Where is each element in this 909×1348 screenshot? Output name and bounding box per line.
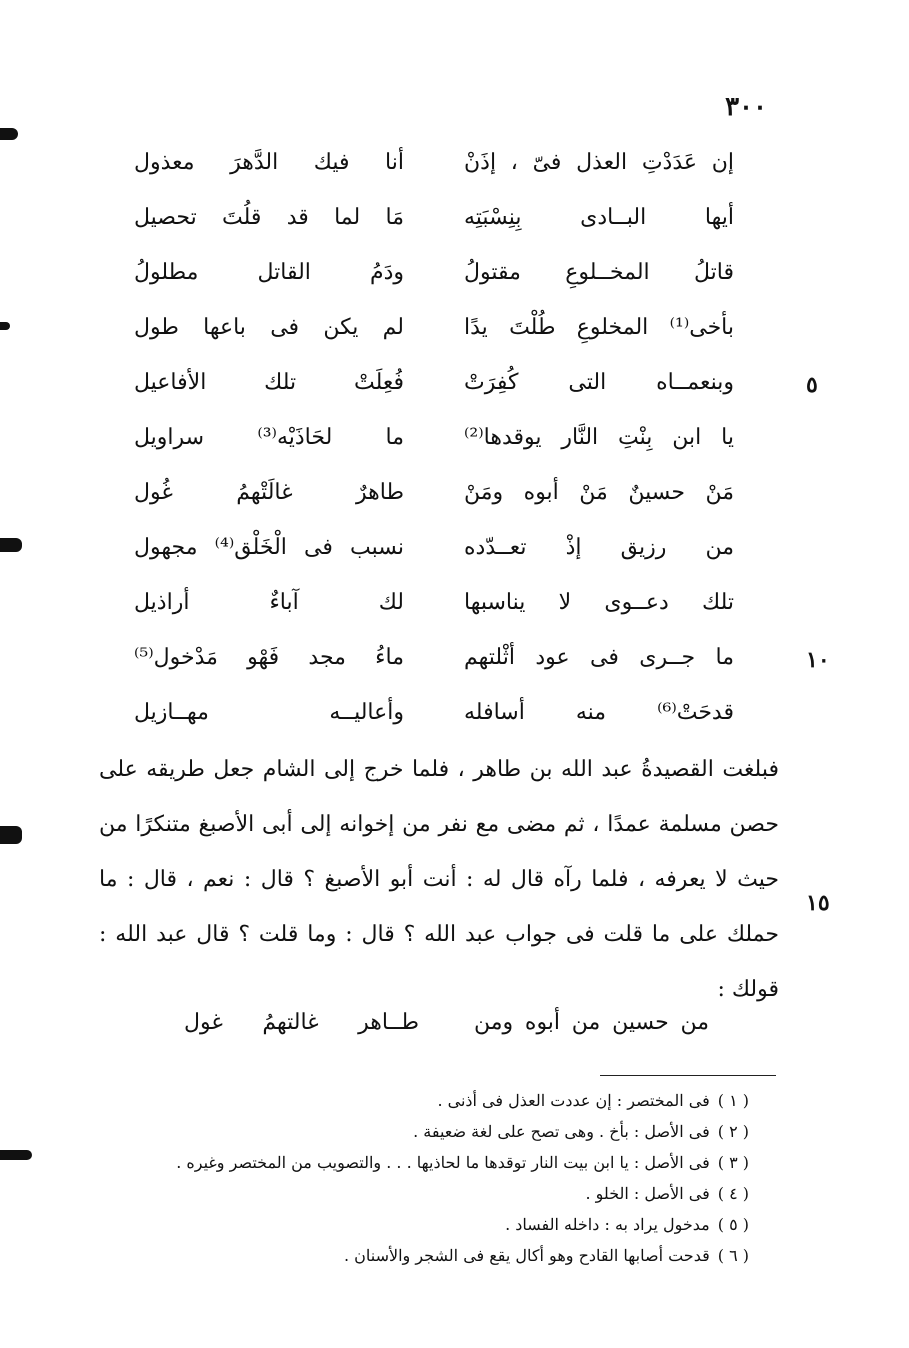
poem-line xyxy=(134,700,734,740)
footnote-separator xyxy=(600,1075,776,1076)
hemistich-first: ما جــرى فى عود أثْلتهم xyxy=(464,645,734,670)
poem-line xyxy=(134,260,734,300)
hemistich-second: نسبب فى الْخَلْق⁽⁴⁾ مجهول xyxy=(134,535,404,560)
footnote-number: ( ٢ ) xyxy=(717,1122,749,1141)
footnote-text: فى الأصل : الخلو . xyxy=(585,1184,710,1203)
footnote xyxy=(129,1209,749,1240)
poem-line xyxy=(134,590,734,630)
quoted-verse xyxy=(184,1010,709,1050)
hemistich-first: إن عَدَدْتِ العذل فىّ ، إذَنْ xyxy=(464,150,734,175)
scan-edge-mark xyxy=(0,128,18,140)
scan-edge-mark xyxy=(0,538,22,552)
hemistich-second: وأعاليــه مهــازيل xyxy=(134,700,404,725)
hemistich-first: قدحَتْ⁽⁶⁾ منه أسافله xyxy=(464,700,734,725)
footnote-number: ( ٦ ) xyxy=(717,1246,749,1265)
poem-line xyxy=(134,150,734,190)
hemistich-second: لم يكن فى باعها طول xyxy=(134,315,404,340)
footnote-number: ( ٥ ) xyxy=(717,1215,749,1234)
poem-line xyxy=(134,480,734,520)
hemistich-first: تلك دعــوى لا يناسبها xyxy=(464,590,734,615)
poem-line xyxy=(134,205,734,245)
footnote-number: ( ٤ ) xyxy=(717,1184,749,1203)
prose-paragraph xyxy=(99,742,779,1017)
hemistich-second: أنا فيك الدَّهرَ معذول xyxy=(134,150,404,175)
hemistich-second: طاهرٌ غالَتْهمُ غُول xyxy=(134,480,404,505)
footnote-number: ( ١ ) xyxy=(717,1091,749,1110)
hemistich-first: مَنْ حسينٌ مَنْ أبوه ومَنْ xyxy=(464,480,734,505)
line-number-marker: ١٠ xyxy=(806,647,830,673)
hemistich-first: وبنعمــاه التى كُفِرَتْ xyxy=(464,370,734,395)
scan-edge-mark xyxy=(0,1150,32,1160)
footnote xyxy=(129,1085,749,1116)
footnote-text: فى الأصل : بأخ . وهى تصح على لغة ضعيفة . xyxy=(413,1122,710,1141)
footnote-text: مدخول يراد به : داخله الفساد . xyxy=(505,1215,710,1234)
hemistich-first: يا ابن بِنْتِ النَّار يوقدها⁽²⁾ xyxy=(464,425,734,450)
footnote xyxy=(129,1116,749,1147)
footnote xyxy=(129,1147,749,1178)
scan-edge-mark xyxy=(0,322,10,330)
hemistich-first: قاتلُ المخــلوعِ مقتولُ xyxy=(464,260,734,285)
hemistich-second: لك آباءٌ أراذيل xyxy=(134,590,404,615)
quoted-hemistich-second: طــاهر غالتهمُ غول xyxy=(184,1010,419,1035)
prose-text: فبلغت القصيدةُ عبد الله بن طاهر ، فلما خرج إلى الشام جعل طريقه على حصن مسلمة عمدًا ، ثم مضى مع نفر من إخوانه إلى أبى الأصبغ متنكرًا من حيث لا يعرفه ، فلما رآه قال له : أنت أبو الأصبغ ؟ قال : نعم ، قال : ما حملك على ما قلت فى جواب عبد الله ؟ قال : وما قلت ؟ قال عبد الله : قولك : xyxy=(99,757,779,1002)
poem-line xyxy=(134,315,734,355)
hemistich-second: ما لحَاذَيْه⁽³⁾ سراويل xyxy=(134,425,404,450)
hemistich-first: بأخى⁽¹⁾ المخلوعِ طُلْتَ يدًا xyxy=(464,315,734,340)
footnote-text: فى المختصر : إن عددت العذل فى أذنى . xyxy=(437,1091,710,1110)
footnote xyxy=(129,1240,749,1271)
poem-line xyxy=(134,425,734,465)
footnotes xyxy=(129,1085,749,1271)
hemistich-first: أيها البــادى بِنِسْبَتِه xyxy=(464,205,734,230)
poem-line xyxy=(134,645,734,685)
poem-line xyxy=(134,370,734,410)
hemistich-second: مَا لما قد قلُتَ تحصيل xyxy=(134,205,404,230)
hemistich-second: فُعِلَتْ تلك الأفاعيل xyxy=(134,370,404,395)
hemistich-second: ودَمُ القاتل مطلولُ xyxy=(134,260,404,285)
footnote-text: قدحت أصابها القادح وهو أكال يقع فى الشجر والأسنان . xyxy=(343,1246,710,1265)
footnote xyxy=(129,1178,749,1209)
line-number-marker: ١٥ xyxy=(806,890,830,916)
page-number: ٣٠٠ xyxy=(725,92,767,122)
quoted-hemistich-first: من حسين من أبوه ومن xyxy=(474,1010,709,1035)
footnote-number: ( ٣ ) xyxy=(717,1153,749,1172)
scan-edge-mark xyxy=(0,826,22,844)
poem-line xyxy=(134,535,734,575)
hemistich-first: من رزيق إذْ تعــدّده xyxy=(464,535,734,560)
line-number-marker: ٥ xyxy=(806,372,818,398)
footnote-text: فى الأصل : يا ابن بيت النار توقدها ما لحاذيها . . . والتصويب من المختصر وغيره . xyxy=(176,1153,710,1172)
hemistich-second: ماءُ مجد فَهْو مَدْخول⁽⁵⁾ xyxy=(134,645,404,670)
